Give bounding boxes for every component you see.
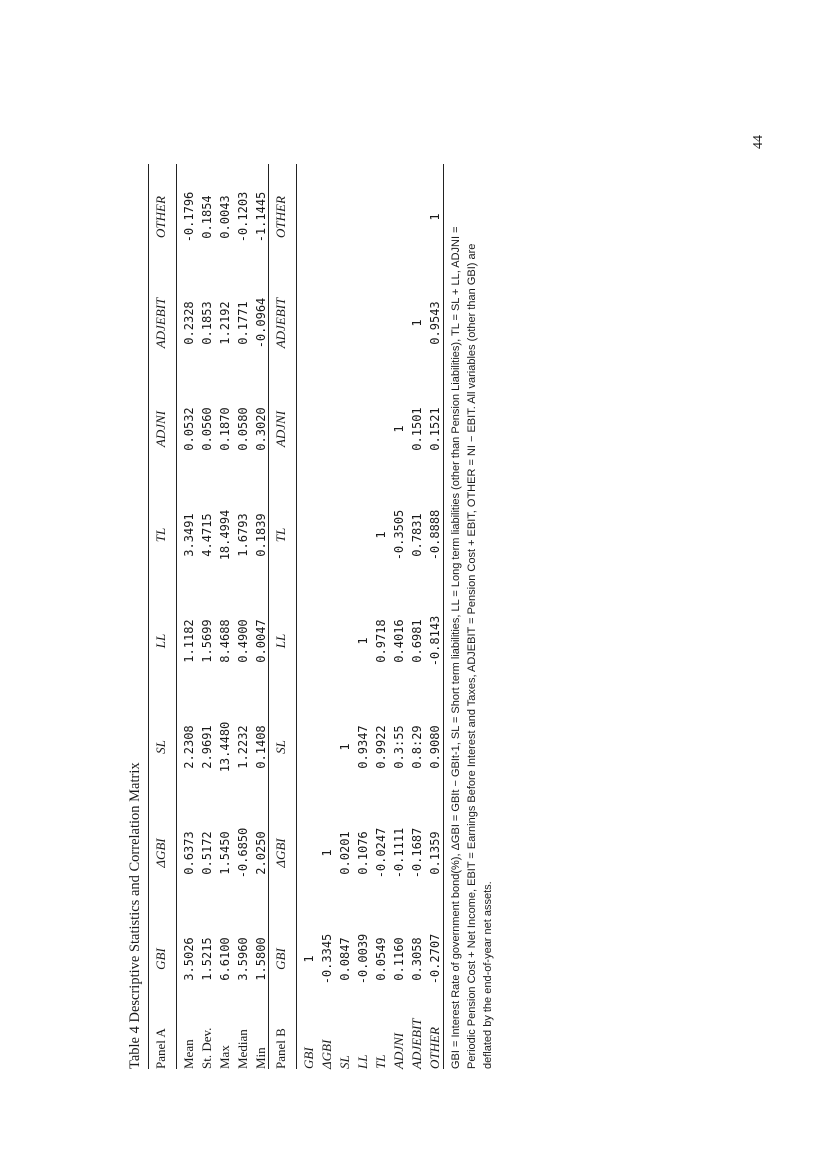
table-cell: 0.1839 <box>254 513 268 557</box>
column-header: GBI <box>153 948 168 970</box>
table-cell: 3.5960 <box>236 937 250 981</box>
table-cell <box>390 164 408 270</box>
table-cell: 0.1076 <box>356 831 370 875</box>
table-cell: 0.7831 <box>410 513 424 557</box>
table-cell <box>318 376 336 482</box>
table-cell <box>300 376 318 482</box>
table-cell: 3.3491 <box>182 513 196 557</box>
table-cell <box>318 164 336 270</box>
table-cell: 0.1501 <box>410 407 424 451</box>
column-header: Panel A <box>153 1028 168 1069</box>
table-cell: 1 <box>410 319 424 327</box>
table-cell <box>372 376 390 482</box>
table-cell: 0.0043 <box>218 195 232 239</box>
table-cell: 0.0201 <box>338 831 352 875</box>
table-cell <box>354 482 372 588</box>
table-cell: 0.6373 <box>182 831 196 875</box>
table-cell <box>300 482 318 588</box>
table-cell: 1 <box>374 531 388 539</box>
footnote-line: Periodic Pension Cost + Net Income, EBIT = Earnings Before Interest and Taxes, ADJEBIT = Pension Cost + EBIT, OTHER = NI − EBIT. All variables (other than GBI) are <box>466 243 478 1069</box>
table-cell: 8.4688 <box>218 619 232 663</box>
table-row <box>408 164 426 1069</box>
table-title: Table 4 Descriptive Statistics and Correlation Matrix <box>127 762 143 1069</box>
table-cell: 0.1870 <box>218 407 232 451</box>
table-cell <box>336 588 354 694</box>
table-cell: 0.9922 <box>374 725 388 769</box>
table-cell <box>372 164 390 270</box>
table-cell: -0.8143 <box>428 615 442 667</box>
table-cell: 3.5026 <box>182 937 196 981</box>
column-header: TL <box>153 527 168 543</box>
table-cell: 18.4994 <box>218 509 232 561</box>
table-cell: 1 <box>356 637 370 645</box>
table-cell: 0.4016 <box>392 619 406 663</box>
row-label: Mean <box>181 1039 196 1069</box>
table-cell: 0.0549 <box>374 937 388 981</box>
table-cell <box>300 270 318 376</box>
panel-a-header-table <box>152 164 170 1069</box>
table-cell: -0.1203 <box>236 191 250 243</box>
table-cell: 1.6793 <box>236 513 250 557</box>
column-header: TL <box>273 527 288 543</box>
table-cell <box>336 164 354 270</box>
table-cell <box>300 694 318 800</box>
panel-a-body-table <box>180 164 270 1069</box>
panel-b-header-table <box>272 164 290 1069</box>
page-number-text: 44 <box>751 135 766 149</box>
column-header: Panel B <box>273 1028 288 1069</box>
column-header: ADJEBIT <box>273 297 288 349</box>
table-cell: 0.1359 <box>428 831 442 875</box>
table-cell: -0.2707 <box>428 933 442 985</box>
table-cell: 13.4480 <box>218 721 232 773</box>
table-cell: -0.6850 <box>236 827 250 879</box>
row-label: LL <box>355 1054 370 1069</box>
table-cell: 0.3058 <box>410 937 424 981</box>
table-cell: 0.9543 <box>428 301 442 345</box>
table-cell: 1.5800 <box>254 937 268 981</box>
table-cell: 0.1408 <box>254 725 268 769</box>
footnote-line: deflated by the end-of-year net assets. <box>482 881 494 1069</box>
column-header: ΔGBI <box>153 838 168 868</box>
table-row <box>426 164 444 1069</box>
panel-b-body-table <box>300 164 444 1069</box>
table-cell: 1 <box>338 743 352 751</box>
table-cell: 0.1853 <box>200 301 214 345</box>
row-label: TL <box>373 1054 388 1069</box>
table-cell: 6.6100 <box>218 937 232 981</box>
table-cell: 1.1182 <box>182 619 196 663</box>
table-cell <box>354 376 372 482</box>
column-header: ADJEBIT <box>153 297 168 349</box>
table-row <box>234 164 252 1069</box>
row-label: OTHER <box>427 1027 442 1069</box>
table-cell <box>318 588 336 694</box>
table-cell: 1.5450 <box>218 831 232 875</box>
table-cell <box>336 270 354 376</box>
table-block <box>125 164 493 1069</box>
table-cell: 0.1854 <box>200 195 214 239</box>
table-row <box>354 164 372 1069</box>
row-label: St. Dev. <box>199 1027 214 1069</box>
row-label: SL <box>337 1055 352 1069</box>
table-cell: 0.4900 <box>236 619 250 663</box>
table-cell: 0.9347 <box>356 725 370 769</box>
table-cell: 0.9718 <box>374 619 388 663</box>
table-cell: 0.2328 <box>182 301 196 345</box>
table-row <box>252 164 270 1069</box>
table-cell: -0.8888 <box>428 509 442 561</box>
table-cell <box>300 164 318 270</box>
column-header: LL <box>153 633 168 649</box>
table-cell: -0.1796 <box>182 191 196 243</box>
table-cell: 2.0250 <box>254 831 268 875</box>
table-cell: 0.0560 <box>200 407 214 451</box>
table-cell: -0.3505 <box>392 509 406 561</box>
table-row <box>336 164 354 1069</box>
row-label: Min <box>253 1047 268 1069</box>
table-cell: 1 <box>392 425 406 433</box>
table-cell: 0.0047 <box>254 619 268 663</box>
column-header: SL <box>153 740 168 754</box>
table-cell <box>336 376 354 482</box>
table-cell: 0.1771 <box>236 301 250 345</box>
column-header: ΔGBI <box>273 838 288 868</box>
table-cell: 1.2232 <box>236 725 250 769</box>
table-cell: -0.1687 <box>410 827 424 879</box>
table-cell: 2.2308 <box>182 725 196 769</box>
table-cell <box>372 270 390 376</box>
column-header: GBI <box>273 948 288 970</box>
table-row <box>372 164 390 1069</box>
table-cell: 0.8:29 <box>410 725 424 769</box>
table-cell: 0.5172 <box>200 831 214 875</box>
row-label: Max <box>217 1045 232 1069</box>
table-row <box>300 164 318 1069</box>
row-label: Median <box>235 1029 250 1069</box>
table-cell: -0.0039 <box>356 933 370 985</box>
row-label: GBI <box>301 1047 316 1069</box>
table-cell: 2.9691 <box>200 725 214 769</box>
table-cell: 1.5215 <box>200 937 214 981</box>
table-footnote <box>448 164 496 1069</box>
column-header: OTHER <box>273 196 288 238</box>
table-cell <box>408 164 426 270</box>
table-cell <box>300 800 318 906</box>
table-cell: 1.2192 <box>218 301 232 345</box>
row-label: ΔGBI <box>319 1039 334 1069</box>
panel-a-header-row <box>152 164 170 1069</box>
table-cell <box>300 588 318 694</box>
table-cell: 1 <box>428 213 442 221</box>
row-label: ADJEBIT <box>409 1018 424 1069</box>
table-cell <box>336 482 354 588</box>
panel-b-header-row <box>272 164 290 1069</box>
table-cell <box>318 694 336 800</box>
column-header: SL <box>273 740 288 754</box>
table-cell: 0.0580 <box>236 407 250 451</box>
table-cell <box>354 164 372 270</box>
column-header: ADJNI <box>273 410 288 448</box>
table-cell <box>354 270 372 376</box>
page-number <box>748 122 770 162</box>
table-cell: 0.0847 <box>338 937 352 981</box>
table-cell <box>390 270 408 376</box>
table-cell: -0.3345 <box>320 933 334 985</box>
table-cell <box>318 482 336 588</box>
footnote-line: GBI = Interest Rate of government bond(%), ΔGBI = GBIt − GBIt-1, SL = Short term liabilities, LL = Long term liabilities (other than Pension Liabilities), TL = SL + LL, ADJNI = <box>450 226 462 1069</box>
table-row <box>216 164 234 1069</box>
table-cell: 0.3020 <box>254 407 268 451</box>
row-label: ADJNI <box>391 1032 406 1069</box>
table-cell: 1.5699 <box>200 619 214 663</box>
table-cell: -0.0964 <box>254 297 268 349</box>
table-row <box>318 164 336 1069</box>
rule-panel-b-header <box>296 164 297 1069</box>
table-cell: 0.9080 <box>428 725 442 769</box>
table-cell: 0.1160 <box>392 937 406 981</box>
table-cell: 1 <box>320 849 334 857</box>
table-cell: 0.6981 <box>410 619 424 663</box>
table-cell <box>318 270 336 376</box>
table-cell: 1 <box>302 955 316 963</box>
column-header: LL <box>273 633 288 649</box>
table-cell: 4.4715 <box>200 513 214 557</box>
table-cell: -1.1445 <box>254 191 268 243</box>
table-cell: 0.1521 <box>428 407 442 451</box>
table-cell: 0.3:55 <box>392 725 406 769</box>
column-header: ADJNI <box>153 410 168 448</box>
table-cell: 0.0532 <box>182 407 196 451</box>
table-row <box>198 164 216 1069</box>
column-header: OTHER <box>153 196 168 238</box>
rule-top <box>148 164 149 1069</box>
table-row <box>180 164 198 1069</box>
table-row <box>390 164 408 1069</box>
table-cell: -0.0247 <box>374 827 388 879</box>
rule-panel-a-header <box>176 164 177 1069</box>
table-cell: -0.1111 <box>392 827 406 879</box>
